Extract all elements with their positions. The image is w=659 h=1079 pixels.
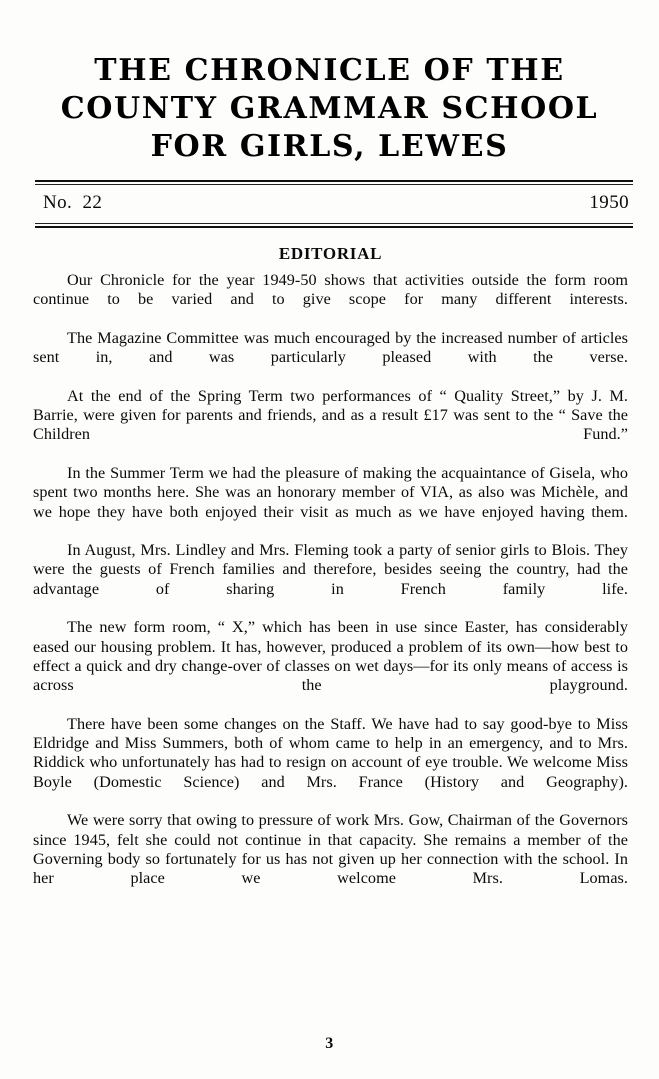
masthead [0, 0, 659, 166]
issue-band [35, 180, 633, 228]
paragraph: There have been some changes on the Staff. We have had to say good-bye to Miss Eldridge and Miss Summers, both of whom came to help in an emergency, and to Mrs. Riddick who unfortunately has had to resign on account of eye trouble. We welcome Miss Boyle (Domestic Science) and Mrs. France (History and Geography). [33, 714, 628, 791]
issue-row [35, 185, 633, 223]
paragraph: The Magazine Committee was much encouraged by the increased number of articles sent in, and was particularly pleased with the verse. [33, 328, 628, 367]
issue-number: No. 22 [43, 192, 103, 213]
paragraph: In August, Mrs. Lindley and Mrs. Fleming took a party of senior girls to Blois. They were the guests of French families and therefore, besides seeing the country, had the advantage of sharing in French family life. [33, 541, 628, 598]
masthead-title-line-1: THE CHRONICLE OF THE [94, 53, 565, 88]
section-heading: EDITORIAL [278, 244, 383, 263]
paragraph: We were sorry that owing to pressure of work Mrs. Gow, Chairman of the Governors since 1945, felt she could not continue in that capacity. She remains a member of the Governing body so fortunately for us has not given up her connection with the school. In her place we welcome Mrs. Lomas. [33, 811, 628, 888]
page-number: 3 [325, 1035, 334, 1052]
masthead-title-line-2: COUNTY GRAMMAR SCHOOL [60, 91, 599, 126]
article-body [33, 228, 628, 908]
paragraph: Our Chronicle for the year 1949-50 shows that activities outside the form room continue to be varied and to give scope for many different interests. [33, 271, 628, 309]
masthead-title-line-3: FOR GIRLS, LEWES [150, 129, 509, 164]
issue-year: 1950 [589, 192, 629, 213]
paragraph: In the Summer Term we had the pleasure of making the acquaintance of Gisela, who spent two months here. She was an honorary member of VIA, as also was Michèle, and we hope they have both enjoyed their visit as much as we have enjoyed having them. [33, 463, 628, 521]
paragraph: At the end of the Spring Term two performances of “ Quality Street,” by J. M. Barrie, were given for parents and friends, and as a result £17 was sent to the “ Save the Children Fund.” [33, 386, 628, 444]
rule-bottom [35, 223, 633, 228]
paragraph: The new form room, “ X,” which has been in use since Easter, has considerably eased our housing problem. It has, however, produced a problem of its own—how best to effect a quick and dry change-over of classes on wet days—for its only means of access is across the playground. [33, 618, 628, 695]
